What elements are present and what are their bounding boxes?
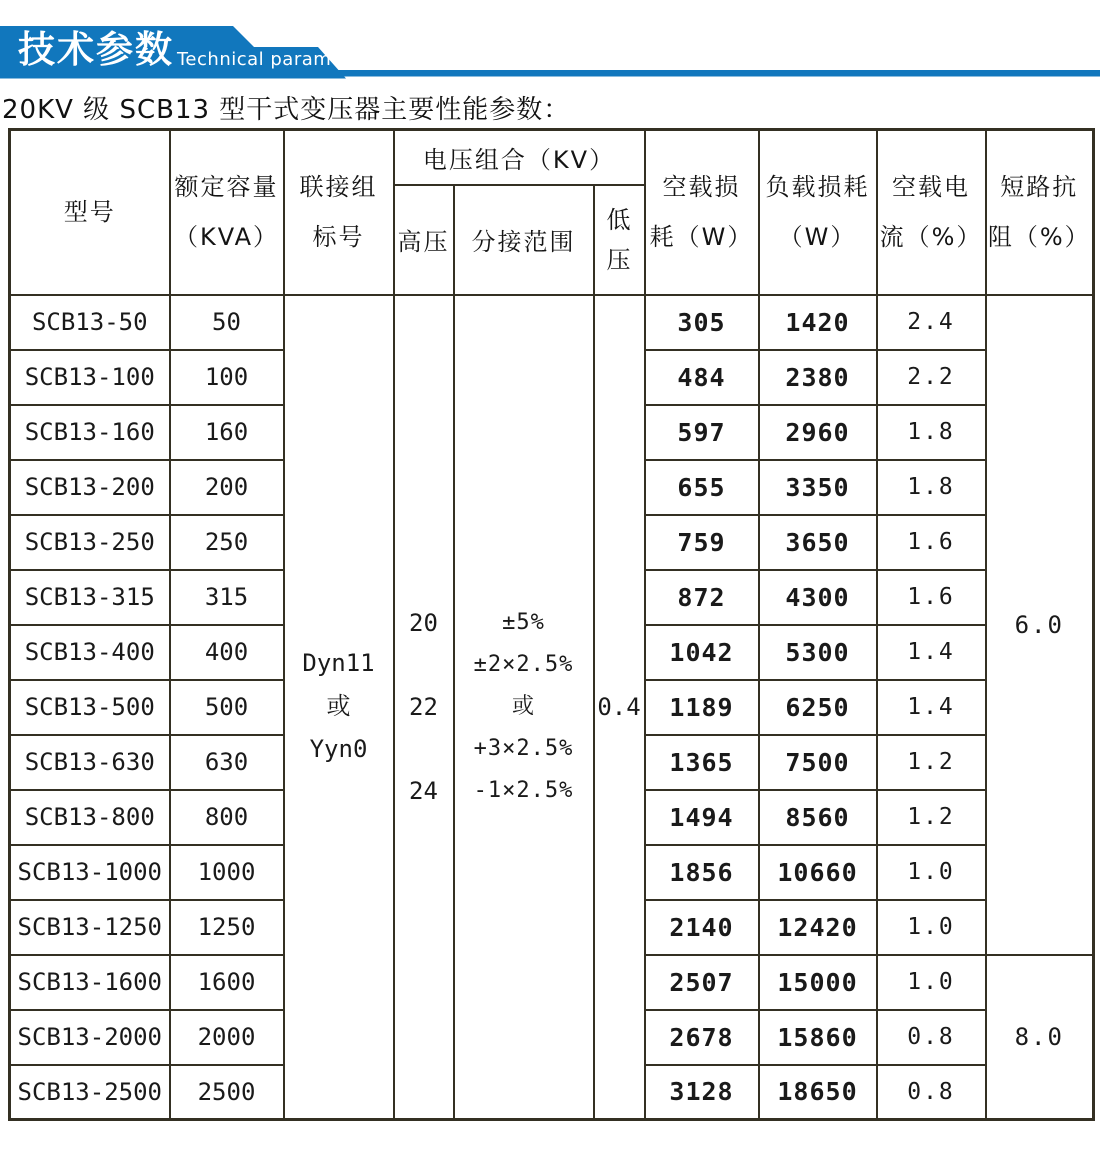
header-capacity-line1: 额定容量 bbox=[174, 173, 279, 202]
tap-range-line: +3×2.5% bbox=[473, 735, 574, 761]
no-load-loss-cell: 759 bbox=[645, 515, 759, 570]
header-capacity-line2: （KVA） bbox=[173, 223, 280, 252]
model-cell: SCB13-50 bbox=[10, 295, 170, 350]
no-load-current-cell: 1.8 bbox=[877, 460, 986, 515]
kva-cell: 800 bbox=[170, 790, 284, 845]
impedance-cell-8: 8.0 bbox=[986, 955, 1094, 1120]
kva-cell: 315 bbox=[170, 570, 284, 625]
no-load-current-cell: 1.6 bbox=[877, 570, 986, 625]
no-load-current-cell: 1.2 bbox=[877, 790, 986, 845]
kva-cell: 1600 bbox=[170, 955, 284, 1010]
header-load-loss bbox=[759, 130, 877, 295]
load-loss-cell: 12420 bbox=[759, 900, 877, 955]
no-load-current-cell: 1.2 bbox=[877, 735, 986, 790]
hv-value: 24 bbox=[409, 776, 438, 805]
no-load-loss-cell: 1856 bbox=[645, 845, 759, 900]
tap-range-line: ±2×2.5% bbox=[473, 651, 574, 677]
load-loss-cell: 3350 bbox=[759, 460, 877, 515]
header-tap-range-label: 分接范围 bbox=[471, 228, 576, 256]
header-no-load-loss-line2: 耗（W） bbox=[649, 223, 754, 252]
kva-cell: 1250 bbox=[170, 900, 284, 955]
load-loss-cell: 7500 bbox=[759, 735, 877, 790]
no-load-loss-cell: 2507 bbox=[645, 955, 759, 1010]
model-cell: SCB13-1000 bbox=[10, 845, 170, 900]
no-load-current-cell: 1.8 bbox=[877, 405, 986, 460]
kva-cell: 100 bbox=[170, 350, 284, 405]
banner-title-en: Technical parameter bbox=[177, 49, 370, 70]
model-cell: SCB13-500 bbox=[10, 680, 170, 735]
model-cell: SCB13-800 bbox=[10, 790, 170, 845]
header-hv-label: 高压 bbox=[397, 228, 450, 256]
model-cell: SCB13-400 bbox=[10, 625, 170, 680]
header-impedance-line1: 短路抗 bbox=[1000, 173, 1079, 202]
header-connection-line2: 标号 bbox=[312, 223, 365, 252]
model-cell: SCB13-160 bbox=[10, 405, 170, 460]
kva-cell: 50 bbox=[170, 295, 284, 350]
header-voltage-group-label: 电压组合（KV） bbox=[422, 145, 616, 174]
load-loss-cell: 4300 bbox=[759, 570, 877, 625]
header-impedance-line2: 阻（%） bbox=[987, 223, 1091, 252]
hv-cell bbox=[394, 295, 454, 1120]
model-cell: SCB13-1600 bbox=[10, 955, 170, 1010]
page-title: 20KV 级 SCB13 型干式变压器主要性能参数： bbox=[2, 95, 571, 125]
kva-cell: 160 bbox=[170, 405, 284, 460]
kva-cell: 2500 bbox=[170, 1065, 284, 1120]
header-load-loss-line1: 负载损耗 bbox=[765, 173, 870, 202]
parameters-table-wrapper bbox=[8, 128, 1095, 1121]
parameters-table bbox=[8, 128, 1095, 1121]
load-loss-cell: 15860 bbox=[759, 1010, 877, 1065]
model-cell: SCB13-2500 bbox=[10, 1065, 170, 1120]
header-row-1 bbox=[10, 130, 1094, 185]
header-voltage-group bbox=[394, 130, 645, 185]
header-hv bbox=[394, 185, 454, 295]
no-load-loss-cell: 1494 bbox=[645, 790, 759, 845]
banner bbox=[0, 0, 1100, 90]
no-load-current-cell: 2.4 bbox=[877, 295, 986, 350]
load-loss-cell: 8560 bbox=[759, 790, 877, 845]
no-load-current-cell: 1.4 bbox=[877, 680, 986, 735]
header-lv-line1: 低 bbox=[606, 205, 632, 234]
header-no-load-loss bbox=[645, 130, 759, 295]
no-load-loss-cell: 3128 bbox=[645, 1065, 759, 1120]
load-loss-cell: 10660 bbox=[759, 845, 877, 900]
model-cell: SCB13-250 bbox=[10, 515, 170, 570]
no-load-loss-cell: 655 bbox=[645, 460, 759, 515]
no-load-current-cell: 1.0 bbox=[877, 955, 986, 1010]
kva-cell: 400 bbox=[170, 625, 284, 680]
impedance-cell-6: 6.0 bbox=[986, 295, 1094, 955]
no-load-current-cell: 0.8 bbox=[877, 1010, 986, 1065]
header-model bbox=[10, 130, 170, 295]
header-connection-line1: 联接组 bbox=[299, 173, 378, 202]
no-load-current-cell: 1.6 bbox=[877, 515, 986, 570]
no-load-loss-cell: 597 bbox=[645, 405, 759, 460]
kva-cell: 500 bbox=[170, 680, 284, 735]
no-load-loss-cell: 872 bbox=[645, 570, 759, 625]
no-load-current-cell: 1.0 bbox=[877, 900, 986, 955]
load-loss-cell: 2960 bbox=[759, 405, 877, 460]
tap-range-line: 或 bbox=[511, 693, 535, 719]
table-row bbox=[10, 295, 1094, 350]
kva-cell: 250 bbox=[170, 515, 284, 570]
no-load-loss-cell: 1042 bbox=[645, 625, 759, 680]
load-loss-cell: 15000 bbox=[759, 955, 877, 1010]
kva-cell: 200 bbox=[170, 460, 284, 515]
tap-range-line: -1×2.5% bbox=[473, 777, 574, 803]
kva-cell: 2000 bbox=[170, 1010, 284, 1065]
model-cell: SCB13-630 bbox=[10, 735, 170, 790]
load-loss-cell: 3650 bbox=[759, 515, 877, 570]
kva-cell: 1000 bbox=[170, 845, 284, 900]
connection-line: Yyn0 bbox=[309, 735, 368, 764]
no-load-loss-cell: 305 bbox=[645, 295, 759, 350]
header-lv bbox=[594, 185, 645, 295]
model-cell: SCB13-100 bbox=[10, 350, 170, 405]
header-load-loss-line2: （W） bbox=[778, 223, 857, 252]
tap-range-cell bbox=[454, 295, 594, 1120]
no-load-current-cell: 1.0 bbox=[877, 845, 986, 900]
no-load-current-cell: 0.8 bbox=[877, 1065, 986, 1120]
no-load-current-cell: 2.2 bbox=[877, 350, 986, 405]
header-no-load-current-line2: 流（%） bbox=[879, 223, 983, 252]
header-model-label: 型号 bbox=[63, 198, 116, 227]
model-cell: SCB13-2000 bbox=[10, 1010, 170, 1065]
no-load-loss-cell: 1189 bbox=[645, 680, 759, 735]
kva-cell: 630 bbox=[170, 735, 284, 790]
load-loss-cell: 2380 bbox=[759, 350, 877, 405]
connection-line: 或 bbox=[326, 692, 351, 721]
header-connection bbox=[284, 130, 394, 295]
header-no-load-current bbox=[877, 130, 986, 295]
lv-cell: 0.4 bbox=[594, 295, 645, 1120]
tap-range-line: ±5% bbox=[502, 609, 545, 635]
connection-line: Dyn11 bbox=[302, 649, 375, 678]
load-loss-cell: 18650 bbox=[759, 1065, 877, 1120]
connection-cell bbox=[284, 295, 394, 1120]
hv-value: 20 bbox=[409, 608, 438, 637]
no-load-current-cell: 1.4 bbox=[877, 625, 986, 680]
load-loss-cell: 6250 bbox=[759, 680, 877, 735]
no-load-loss-cell: 484 bbox=[645, 350, 759, 405]
header-tap-range bbox=[454, 185, 594, 295]
no-load-loss-cell: 2140 bbox=[645, 900, 759, 955]
model-cell: SCB13-315 bbox=[10, 570, 170, 625]
header-no-load-current-line1: 空载电 bbox=[892, 173, 970, 202]
no-load-loss-cell: 1365 bbox=[645, 735, 759, 790]
load-loss-cell: 5300 bbox=[759, 625, 877, 680]
header-lv-line2: 压 bbox=[606, 245, 632, 274]
model-cell: SCB13-200 bbox=[10, 460, 170, 515]
hv-value: 22 bbox=[409, 692, 438, 721]
no-load-loss-cell: 2678 bbox=[645, 1010, 759, 1065]
header-no-load-loss-line1: 空载损 bbox=[662, 173, 741, 202]
banner-title-cn: 技术参数 bbox=[18, 28, 174, 71]
load-loss-cell: 1420 bbox=[759, 295, 877, 350]
header-impedance bbox=[986, 130, 1094, 295]
model-cell: SCB13-1250 bbox=[10, 900, 170, 955]
header-capacity bbox=[170, 130, 284, 295]
